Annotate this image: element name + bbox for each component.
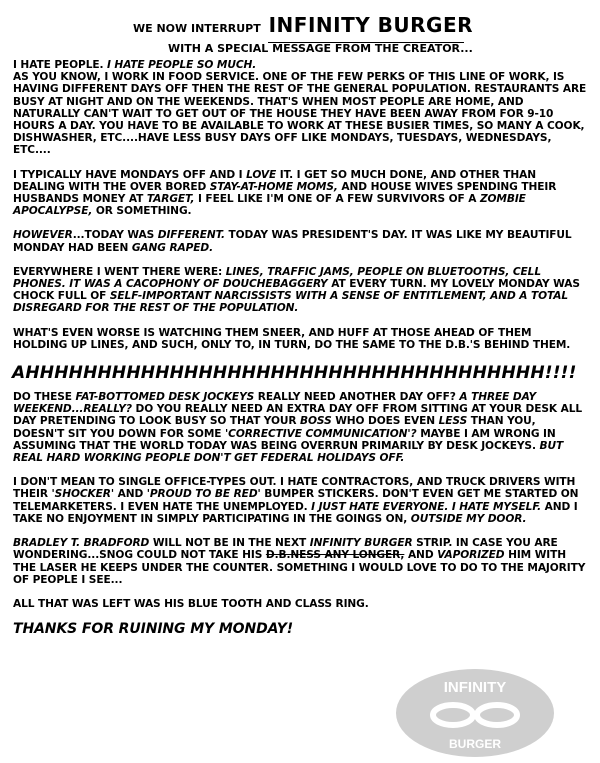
p5-text: WHAT'S EVEN WORSE IS WATCHING THEM SNEER, AND HUFF AT THOSE AHEAD OF THEM HOLDING UP LINES, AND SUCH, ONLY TO, IN TURN, DO THE SAME TO THE D.B.'S BEHIND THEM.: [13, 326, 571, 351]
p4-text-d: AT EVERY TURN. MY LOVELY MONDAY WAS CHOCK FULL OF: [13, 278, 580, 303]
p7-hate-everyone: I JUST HATE EVERYONE.: [311, 500, 449, 513]
paragraph-2: [13, 169, 587, 218]
p7-shocker: 'SHOCKER': [51, 488, 114, 501]
p6-boss: BOSS: [300, 415, 332, 428]
p8-infinity-burger: INFINITY BURGER: [309, 537, 413, 550]
p6-federal-holidays: BUT REAL HARD WORKING PEOPLE DON'T GET FEDERAL HOLIDAYS OFF.: [13, 439, 564, 465]
p4-lines: LINES, TRAFFIC JAMS, PEOPLE ON BLUETOOTHS, CELL PHONES.: [13, 265, 541, 291]
header-intro-line: [133, 10, 473, 44]
p2-zombie: ZOMBIE APOCALYPSE,: [13, 193, 526, 218]
p6-corrective: 'CORRECTIVE COMMUNICATION'?: [225, 427, 417, 440]
paragraph-9: [13, 598, 587, 610]
p6-three-day: A THREE DAY WEEKEND...: [13, 391, 537, 416]
p1-emphasis: I HATE PEOPLE SO MUCH.: [107, 59, 257, 71]
p7-outside: OUTSIDE MY DOOR.: [410, 512, 527, 525]
paragraph-4: [13, 266, 587, 315]
p8-text-b: WILL NOT BE IN THE NEXT: [152, 537, 307, 550]
header-subtitle: WITH A SPECIAL MESSAGE FROM THE CREATOR...: [168, 42, 473, 55]
p4-cacophony: IT WAS A CACOPHONY OF DOUCHEBAGGERY: [69, 278, 328, 291]
p6-really: REALLY?: [83, 403, 132, 416]
p3-different: DIFFERENT.: [157, 229, 225, 242]
p6-text-l: MAYBE I AM WRONG IN ASSUMING THAT THE WORLD TODAY WAS BEING OVERRUN PRIMARILY BY DESK JOCKEYS.: [13, 427, 556, 452]
p6-less: LESS: [438, 415, 468, 428]
p6-text-f: DO YOU REALLY NEED AN EXTRA DAY OFF FROM SITTING AT YOUR DESK ALL DAY PRETENDING TO LOOK BUSY SO THAT YOUR: [13, 403, 583, 428]
p7-text-e: BUMPER STICKERS. DON'T EVEN GET ME STARTED ON TELEMARKETERS. I EVEN HATE THE UNEMPLOYED.: [13, 488, 579, 513]
p6-desk-jockeys: FAT-BOTTOMED DESK JOCKEYS: [75, 391, 255, 404]
p2-target: TARGET,: [146, 193, 195, 206]
paragraph-6: [13, 391, 587, 464]
p6-text-h: WHO DOES EVEN: [335, 415, 436, 428]
p2-text-i: OR SOMETHING.: [95, 205, 192, 218]
p8-text-f: AND: [407, 549, 434, 562]
p8-bradley: BRADLEY T. BRADFORD: [13, 537, 150, 550]
p8-dbness: D.B.NESS ANY LONGER,: [265, 549, 405, 562]
infinity-burger-logo: [395, 668, 555, 758]
p7-text-a: I DON'T MEAN TO SINGLE OFFICE-TYPES OUT. I HATE CONTRACTORS, AND TRUCK DRIVERS WITH THEIR: [13, 476, 576, 501]
paragraph-5: [13, 327, 587, 351]
p3-text-b: ...TODAY WAS: [72, 229, 155, 242]
logo-bottom-text: BURGER: [448, 737, 502, 751]
p3-however: HOWEVER: [13, 229, 73, 242]
p6-text-a: DO THESE: [13, 391, 72, 404]
p7-text-c: AND: [117, 488, 144, 501]
p2-love: LOVE: [246, 168, 277, 181]
message-body: [13, 59, 587, 638]
p1-text: AS YOU KNOW, I WORK IN FOOD SERVICE. ONE OF THE FEW PERKS OF THIS LINE OF WORK, IS HAVING DIFFERENT DAYS OFF THEN THE REST OF THE GENERAL POPULATION. RESTAURANTS ARE BUSY AT NIGHT AND ON THE WEEKENDS. THAT'S WHEN MOST PEOPLE ARE HOME, AND NATURALLY CAN'T WAIT TO GET OUT OF THE HOUSE THEY HAVE BEEN AWAY FROM FOR 9-10 HOURS A DAY. YOU HAVE TO BE AVAILABLE TO WORK AT THESE BUSIER TIMES, SO MANY A COOK, DISHWASHER, ETC....HAVE LESS BUSY DAYS OFF LIKE MONDAYS, TUESDAYS, WEDNESDAYS, ETC....: [13, 71, 587, 157]
paragraph-3: [13, 229, 587, 253]
p8-vaporized: VAPORIZED: [437, 549, 505, 562]
p4-text-a: EVERYWHERE I WENT THERE WERE:: [13, 265, 223, 278]
paragraph-8: [13, 537, 587, 586]
logo-top-text: INFINITY: [443, 679, 507, 696]
p4-narcissists: SELF-IMPORTANT NARCISSISTS WITH A SENSE OF ENTITLEMENT, AND A TOTAL DISREGARD FOR THE REST OF THE POPULATION.: [13, 290, 569, 315]
p6-text-j: THAN YOU, DOESN'T SIT YOU DOWN FOR SOME: [13, 415, 536, 440]
closing-line: THANKS FOR RUINING MY MONDAY!: [13, 621, 294, 638]
paragraph-7: [13, 476, 587, 525]
p7-hate-myself: I HATE MYSELF.: [451, 500, 542, 513]
p7-proud: 'PROUD TO BE RED': [146, 488, 261, 501]
p2-text-e: AND HOUSE WIVES SPENDING THEIR HUSBANDS MONEY AT: [13, 180, 557, 206]
p8-text-h: HIM WITH THE LASER HE KEEPS UNDER THE COUNTER. SOMETHING I WOULD LOVE TO DO TO THE MAJORITY OF PEOPLE I SEE...: [13, 549, 586, 586]
header-intro: WE NOW INTERRUPT: [133, 22, 261, 35]
p2-text-a: I TYPICALLY HAVE MONDAYS OFF AND I: [13, 168, 243, 181]
p9-text: ALL THAT WAS LEFT WAS HIS BLUE TOOTH AND CLASS RING.: [13, 597, 369, 610]
p7-text-h: AND I TAKE NO ENJOYMENT IN SIMPLY PARTICIPATING IN THE GOINGS ON,: [13, 500, 578, 525]
p2-text-g: I FEEL LIKE I'M ONE OF A FEW SURVIVORS OF A: [198, 193, 477, 206]
p1-lead: I HATE PEOPLE.: [13, 59, 104, 71]
p3-emphasis: GANG RAPED.: [131, 241, 214, 254]
scream-line: AHHHHHHHHHHHHHHHHHHHHHHHHHHHHHHHHHHHH!!!!: [12, 363, 577, 384]
p2-text-c: IT. I GET SO MUCH DONE, AND OTHER THAN DEALING WITH THE OVER BORED: [13, 168, 537, 193]
p3-text-d: TODAY WAS PRESIDENT'S DAY. IT WAS LIKE MY BEAUTIFUL MONDAY HAD BEEN: [13, 229, 572, 254]
p8-text-d: STRIP. IN CASE YOU ARE WONDERING...SNOG COULD NOT TAKE HIS: [13, 537, 558, 562]
p2-moms: STAY-AT-HOME MOMS,: [209, 180, 338, 193]
paragraph-1: [13, 59, 587, 157]
header-title: INFINITY BURGER: [268, 13, 474, 37]
p6-text-c: REALLY NEED ANOTHER DAY OFF?: [257, 391, 456, 404]
